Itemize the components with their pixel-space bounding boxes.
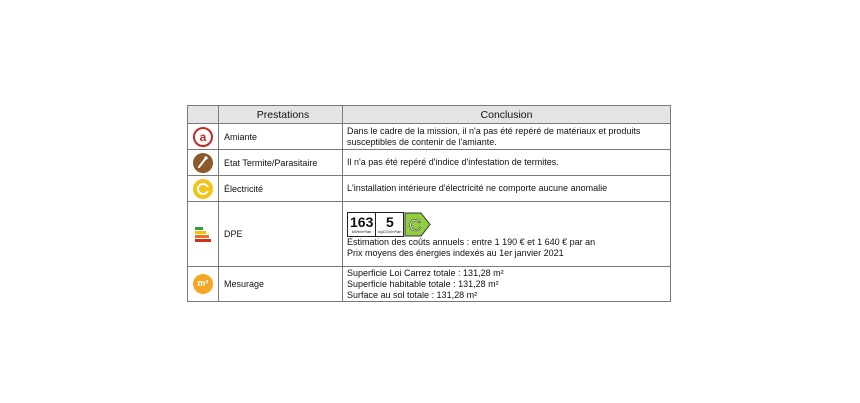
dpe-class-letter: C: [409, 215, 422, 235]
dpe-ges-cell: [376, 212, 404, 237]
row-name: DPE: [219, 202, 343, 267]
table-row-amiante: [188, 124, 671, 150]
row-conclusion: [343, 176, 671, 202]
conclusion-line: Estimation des coûts annuels : entre 1 190 € et 1 640 € par an: [347, 236, 596, 247]
dpe-class-arrow: [404, 212, 431, 237]
conclusion-line: Prix moyens des énergies indexés au 1er janvier 2021: [347, 247, 564, 258]
table-row-termite: [188, 150, 671, 176]
table-row-electricite: [188, 176, 671, 202]
conclusion-line: Il n'a pas été repéré d'indice d'infestation de termites.: [347, 157, 559, 167]
header-icon-col: [188, 106, 219, 124]
table-row-dpe: [188, 202, 671, 267]
conclusion-line: Surface au sol totale : 131,28 m²: [347, 289, 478, 300]
header-conclusion: Conclusion: [343, 106, 671, 124]
electricity-icon: [193, 179, 213, 199]
dpe-ges-unit: kgCO₂/m²/an: [378, 228, 402, 234]
dpe-energy-cell: [347, 212, 376, 237]
row-conclusion: [343, 150, 671, 176]
dpe-energy-unit: kWh/m²/an: [352, 228, 372, 234]
conclusion-line: Dans le cadre de la mission, il n'a pas été repéré de matériaux et produits: [347, 125, 641, 136]
dpe-ges-value: 5: [386, 213, 394, 230]
dpe-energy-value: 163: [350, 213, 374, 230]
conclusion-line: Superficie Loi Carrez totale : 131,28 m²: [347, 267, 504, 278]
row-name: Mesurage: [219, 267, 343, 302]
conclusion-line: L'installation intérieure d'électricité ne comporte aucune anomalie: [347, 183, 608, 193]
asbestos-icon: a: [193, 127, 213, 147]
table-header-row: [188, 106, 671, 124]
header-prestations: Prestations: [219, 106, 343, 124]
energy-rating-icon: [193, 225, 213, 243]
diagnostics-table: [187, 105, 671, 302]
row-name: Etat Termite/Parasitaire: [219, 150, 343, 176]
conclusion-line: susceptibles de contenir de l'amiante.: [347, 136, 497, 147]
table-row-mesurage: [188, 267, 671, 302]
row-conclusion: [343, 202, 671, 267]
row-name: Électricité: [219, 176, 343, 202]
row-conclusion: [343, 124, 671, 150]
row-conclusion: [343, 267, 671, 302]
termite-icon: [193, 153, 213, 173]
measurement-icon: m²: [193, 274, 213, 294]
conclusion-line: Superficie habitable totale : 131,28 m²: [347, 278, 499, 289]
row-name: Amiante: [219, 124, 343, 150]
dpe-label: [347, 212, 431, 237]
